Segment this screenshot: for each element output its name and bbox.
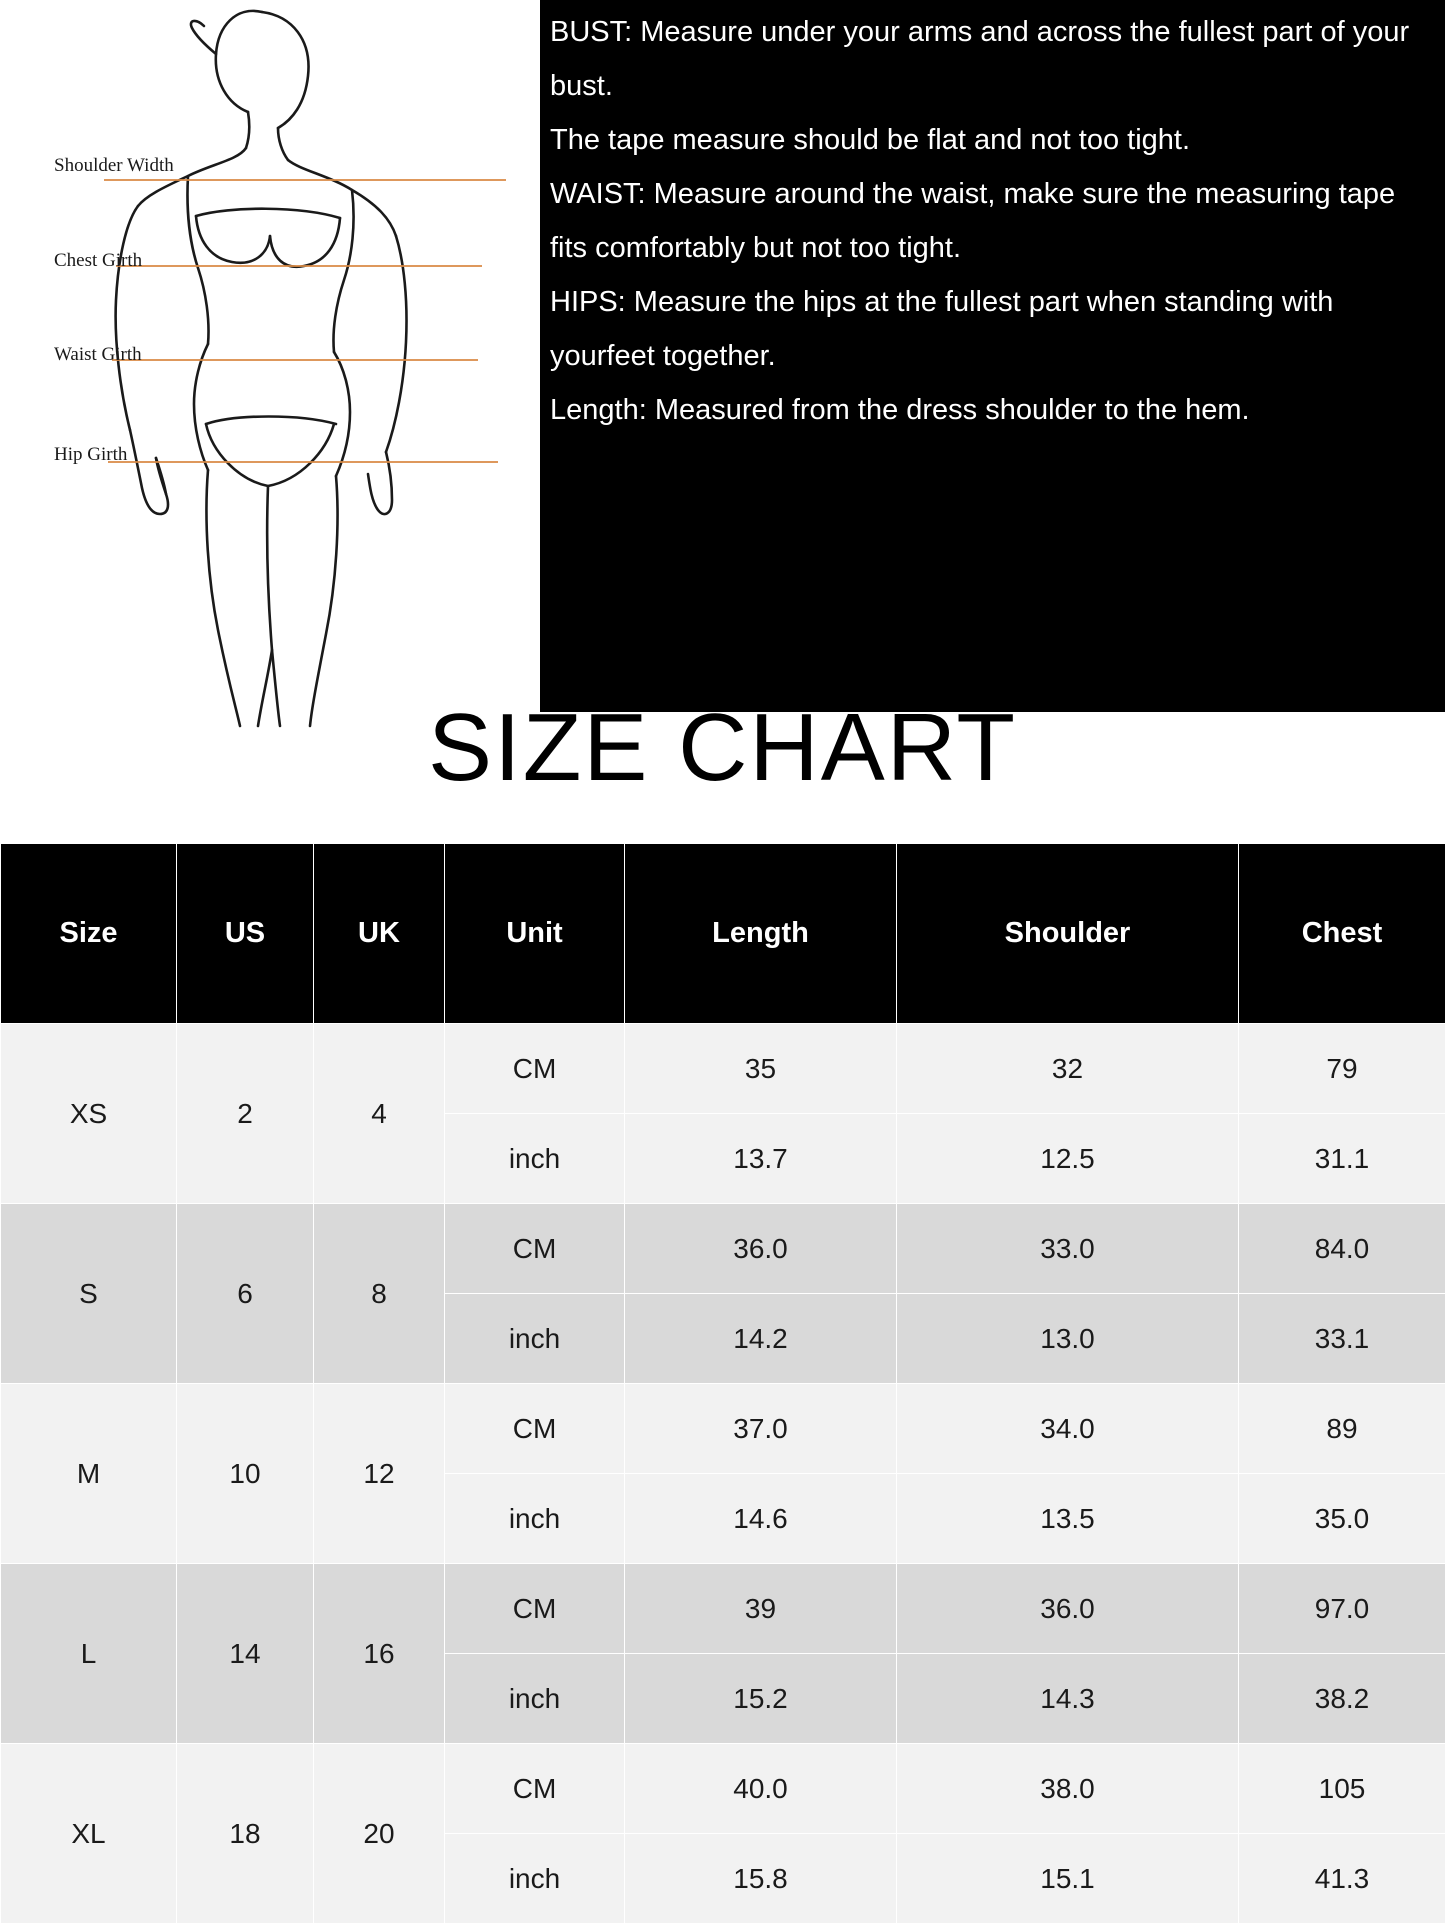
cell-shoulder-cm: 32 [897,1024,1239,1114]
cell-chest-inch: 35.0 [1239,1474,1445,1564]
cell-us: 14 [177,1564,314,1744]
cell-uk: 20 [314,1744,445,1924]
cell-uk: 8 [314,1204,445,1384]
cell-chest-cm: 84.0 [1239,1204,1445,1294]
cell-length-cm: 36.0 [625,1204,897,1294]
header-section [0,0,1445,801]
cell-length-inch: 15.8 [625,1834,897,1924]
instruction-bust: BUST: Measure under your arms and across the fullest part of your bust. [550,16,1410,102]
cell-chest-inch: 33.1 [1239,1294,1445,1384]
instruction-tape: The tape measure should be flat and not too tight. [550,123,1191,156]
cell-unit-inch: inch [445,1834,625,1924]
table-row [1,1564,1445,1654]
cell-shoulder-inch: 13.0 [897,1294,1239,1384]
cell-length-inch: 14.6 [625,1474,897,1564]
cell-length-inch: 15.2 [625,1654,897,1744]
cell-us: 18 [177,1744,314,1924]
cell-uk: 16 [314,1564,445,1744]
cell-us: 6 [177,1204,314,1384]
cell-chest-inch: 31.1 [1239,1114,1445,1204]
cell-unit-inch: inch [445,1114,625,1204]
cell-us: 10 [177,1384,314,1564]
size-chart-table [0,843,1445,1924]
header-us: US [177,844,314,1024]
cell-size: S [1,1204,177,1384]
cell-unit-cm: CM [445,1204,625,1294]
cell-length-cm: 40.0 [625,1744,897,1834]
table-row [1,1204,1445,1294]
instruction-waist: WAIST: Measure around the waist, make sure the measuring tape fits comfortably but not too tight. [550,177,1396,264]
table-row [1,1384,1445,1474]
cell-chest-inch: 41.3 [1239,1834,1445,1924]
cell-shoulder-inch: 12.5 [897,1114,1239,1204]
cell-chest-cm: 97.0 [1239,1564,1445,1654]
cell-chest-cm: 79 [1239,1024,1445,1114]
measurement-figure-panel [0,0,540,730]
label-chest-girth: Chest Girth [54,250,143,271]
instruction-hips: HIPS: Measure the hips at the fullest part when standing with yourfeet together. [550,285,1334,372]
cell-shoulder-cm: 33.0 [897,1204,1239,1294]
cell-unit-inch: inch [445,1474,625,1564]
label-shoulder-width: Shoulder Width [54,155,174,176]
instruction-length: Length: Measured from the dress shoulder to the hem. [550,393,1250,426]
cell-length-cm: 37.0 [625,1384,897,1474]
header-size: Size [1,844,177,1024]
cell-unit-inch: inch [445,1654,625,1744]
table-header-row [1,844,1445,1024]
header-length: Length [625,844,897,1024]
cell-uk: 4 [314,1024,445,1204]
cell-shoulder-cm: 36.0 [897,1564,1239,1654]
measurement-instructions [540,0,1445,712]
table-row [1,1744,1445,1834]
cell-us: 2 [177,1024,314,1204]
cell-chest-inch: 38.2 [1239,1654,1445,1744]
cell-size: XL [1,1744,177,1924]
cell-length-inch: 14.2 [625,1294,897,1384]
cell-chest-cm: 89 [1239,1384,1445,1474]
cell-unit-inch: inch [445,1294,625,1384]
header-chest: Chest [1239,844,1445,1024]
cell-shoulder-cm: 38.0 [897,1744,1239,1834]
cell-length-inch: 13.7 [625,1114,897,1204]
label-waist-girth: Waist Girth [54,344,142,365]
cell-size: L [1,1564,177,1744]
page-title: SIZE CHART [428,694,1017,801]
header-unit: Unit [445,844,625,1024]
table-row [1,1024,1445,1114]
cell-length-cm: 35 [625,1024,897,1114]
cell-chest-cm: 105 [1239,1744,1445,1834]
header-uk: UK [314,844,445,1024]
cell-shoulder-cm: 34.0 [897,1384,1239,1474]
label-hip-girth: Hip Girth [54,444,128,465]
cell-size: M [1,1384,177,1564]
cell-unit-cm: CM [445,1024,625,1114]
cell-shoulder-inch: 13.5 [897,1474,1239,1564]
cell-shoulder-inch: 14.3 [897,1654,1239,1744]
cell-unit-cm: CM [445,1384,625,1474]
cell-unit-cm: CM [445,1744,625,1834]
cell-size: XS [1,1024,177,1204]
header-shoulder: Shoulder [897,844,1239,1024]
cell-shoulder-inch: 15.1 [897,1834,1239,1924]
cell-length-cm: 39 [625,1564,897,1654]
cell-uk: 12 [314,1384,445,1564]
cell-unit-cm: CM [445,1564,625,1654]
